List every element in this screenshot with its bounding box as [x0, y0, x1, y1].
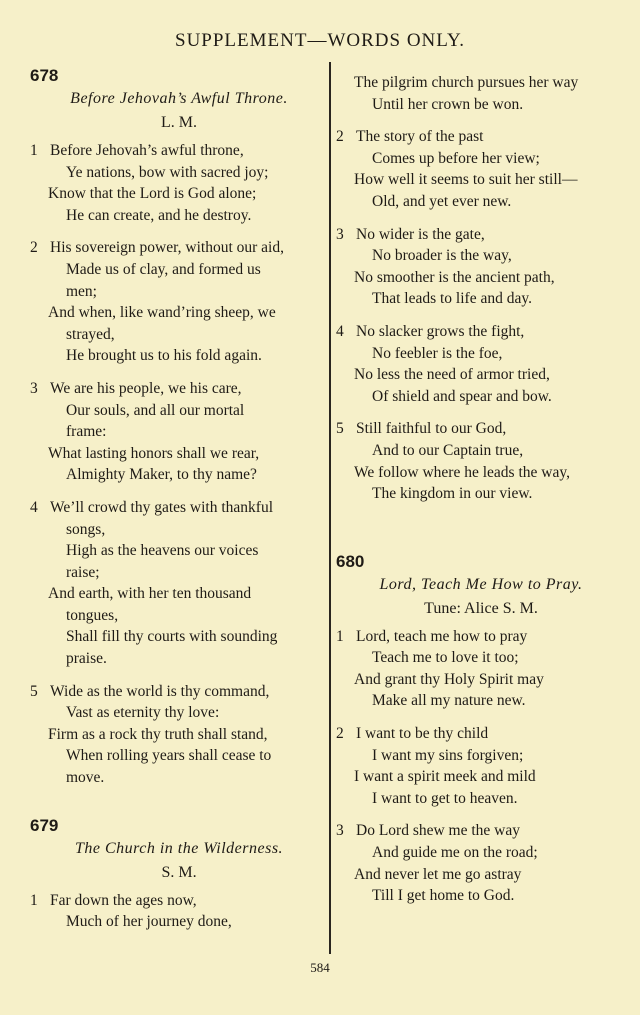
- hymn-meter: S. M.: [161, 863, 197, 881]
- verse: [30, 890, 328, 933]
- verse: [30, 378, 328, 486]
- verse-text: We are his people, we his care,: [50, 379, 242, 397]
- verse-line: praise.: [66, 650, 107, 668]
- verse-number: 2: [30, 239, 38, 257]
- verse-text: We’ll crowd thy gates with thankful: [50, 498, 274, 516]
- verse-line: Teach me to love it too;: [372, 649, 519, 667]
- verse: [30, 140, 328, 226]
- verse-line: [336, 126, 626, 148]
- verse-line: [336, 820, 626, 842]
- verse: [336, 820, 626, 906]
- page-header: SUPPLEMENT—WORDS ONLY.: [175, 30, 465, 51]
- verse-line: frame:: [66, 423, 107, 441]
- verse-line: Comes up before her view;: [372, 149, 540, 167]
- hymn-number: 678: [30, 66, 59, 85]
- verse-line: [336, 723, 626, 745]
- verse-number: 1: [336, 627, 344, 645]
- verse-line: [30, 237, 328, 259]
- verse-line: When rolling years shall cease to: [66, 747, 272, 765]
- verse: [336, 126, 626, 212]
- right-column: [336, 72, 626, 918]
- verse-line: [30, 140, 328, 162]
- verse-number: 1: [30, 891, 38, 909]
- verse-text: Before Jehovah’s awful throne,: [50, 142, 244, 159]
- verse-text: No slacker grows the fight,: [356, 322, 525, 340]
- verse-line: Make all my nature new.: [372, 692, 526, 710]
- verse-number: 4: [336, 322, 344, 340]
- verse-line: And never let me go astray: [354, 865, 522, 883]
- verse-number: 1: [30, 142, 38, 159]
- verse: [336, 418, 626, 504]
- page-number: 584: [310, 960, 330, 975]
- verse-line: men;: [66, 282, 97, 300]
- verse-line: [336, 626, 626, 648]
- verse: [30, 497, 328, 670]
- verse-text: Do Lord shew me the way: [356, 822, 520, 840]
- verse-line: He brought us to his fold again.: [66, 347, 262, 365]
- verse-line: [30, 497, 328, 519]
- verse-line: tongues,: [66, 606, 119, 624]
- verse-line: High as the heavens our voices: [66, 542, 259, 560]
- verse-line: Firm as a rock thy truth shall stand,: [48, 725, 268, 743]
- hymn-679: [30, 816, 328, 933]
- verse-line: [30, 890, 328, 912]
- verse-line: No less the need of armor tried,: [354, 366, 550, 384]
- verse-line: Know that the Lord is God alone;: [48, 185, 257, 203]
- verse-line: I want a spirit meek and mild: [354, 768, 536, 786]
- verse-line: [336, 418, 626, 440]
- verse: [336, 224, 626, 310]
- verse-line: And when, like wand’ring sheep, we: [48, 304, 276, 322]
- column-divider: [329, 62, 331, 954]
- verse-line: The kingdom in our view.: [372, 485, 533, 503]
- verse-line: [30, 681, 328, 703]
- verse: [30, 681, 328, 789]
- verse-line: How well it seems to suit her still—: [354, 171, 578, 189]
- verse-line: And guide me on the road;: [372, 844, 538, 862]
- verse-line: He can create, and he destroy.: [66, 206, 252, 224]
- verse-line: Until her crown be won.: [372, 95, 524, 113]
- hymn-number: 679: [30, 815, 59, 835]
- verse-line: I want my sins forgiven;: [372, 746, 524, 764]
- verse-number: 4: [30, 498, 38, 516]
- verse-text: Lord, teach me how to pray: [356, 627, 528, 645]
- verse-number: 3: [336, 822, 344, 840]
- verse-line: And earth, with her ten thousand: [48, 585, 252, 603]
- verse-line: Of shield and spear and bow.: [372, 387, 552, 405]
- verse: [336, 626, 626, 712]
- verse-line: songs,: [66, 520, 106, 538]
- verse-line: raise;: [66, 563, 100, 581]
- verse: [336, 321, 626, 407]
- verse-line: And grant thy Holy Spirit may: [354, 670, 544, 688]
- verse-line: Our souls, and all our mortal: [66, 401, 245, 419]
- hymn-title: Lord, Teach Me How to Pray.: [379, 575, 583, 593]
- hymn-title: The Church in the Wilderness.: [74, 839, 284, 857]
- verse-line: Ye nations, bow with sacred joy;: [66, 163, 269, 181]
- hymn-title: Before Jehovah’s Awful Throne.: [70, 90, 288, 107]
- verse-line: That leads to life and day.: [372, 290, 532, 308]
- verse-line: Made us of clay, and formed us: [66, 260, 261, 278]
- verse-line: No broader is the way,: [372, 247, 512, 265]
- verse-text: Wide as the world is thy command,: [50, 682, 270, 700]
- hymn-meter: Tune: Alice S. M.: [424, 599, 538, 617]
- verse-text: Still faithful to our God,: [356, 420, 507, 438]
- verse-line: [336, 321, 626, 343]
- verse-number: 2: [336, 725, 344, 743]
- verse-line: I want to get to heaven.: [372, 789, 518, 807]
- verse-number: 3: [30, 379, 38, 397]
- verse-continued: [336, 72, 626, 115]
- verse-line: [30, 378, 328, 400]
- hymn-meter: L. M.: [161, 114, 197, 131]
- verse-line: Till I get home to God.: [372, 887, 515, 905]
- verse-number: 3: [336, 225, 344, 243]
- verse-line: strayed,: [66, 325, 115, 343]
- verse-text: His sovereign power, without our aid,: [50, 239, 284, 257]
- verse: [336, 723, 626, 809]
- verse-line: move.: [66, 769, 105, 787]
- verse-line: No feebler is the foe,: [372, 344, 503, 362]
- verse-number: 2: [336, 128, 344, 146]
- verse-line: Vast as eternity thy love:: [66, 704, 220, 722]
- hymn-680: [336, 552, 626, 907]
- verse-text: No wider is the gate,: [356, 225, 485, 243]
- verse-line: Old, and yet ever new.: [372, 192, 512, 210]
- verse-text: The story of the past: [356, 128, 484, 146]
- verse-text: Far down the ages now,: [50, 891, 197, 909]
- verse-text: I want to be thy child: [356, 725, 489, 743]
- verse-number: 5: [30, 682, 38, 700]
- verse-number: 5: [336, 420, 344, 438]
- verse-line: And to our Captain true,: [372, 441, 524, 459]
- verse-line: [336, 224, 626, 246]
- verse-line: What lasting honors shall we rear,: [48, 444, 260, 462]
- verse-line: No smoother is the ancient path,: [354, 268, 555, 286]
- hymn-number: 680: [336, 551, 365, 571]
- verse-line: We follow where he leads the way,: [354, 463, 570, 481]
- verse: [30, 237, 328, 367]
- hymn-678: [30, 66, 328, 789]
- verse-line: Much of her journey done,: [66, 913, 232, 931]
- verse-line: Almighty Maker, to thy name?: [66, 466, 257, 484]
- verse-line: Shall fill thy courts with sounding: [66, 628, 278, 646]
- verse-line: The pilgrim church pursues her way: [354, 74, 579, 91]
- left-column: [30, 66, 328, 944]
